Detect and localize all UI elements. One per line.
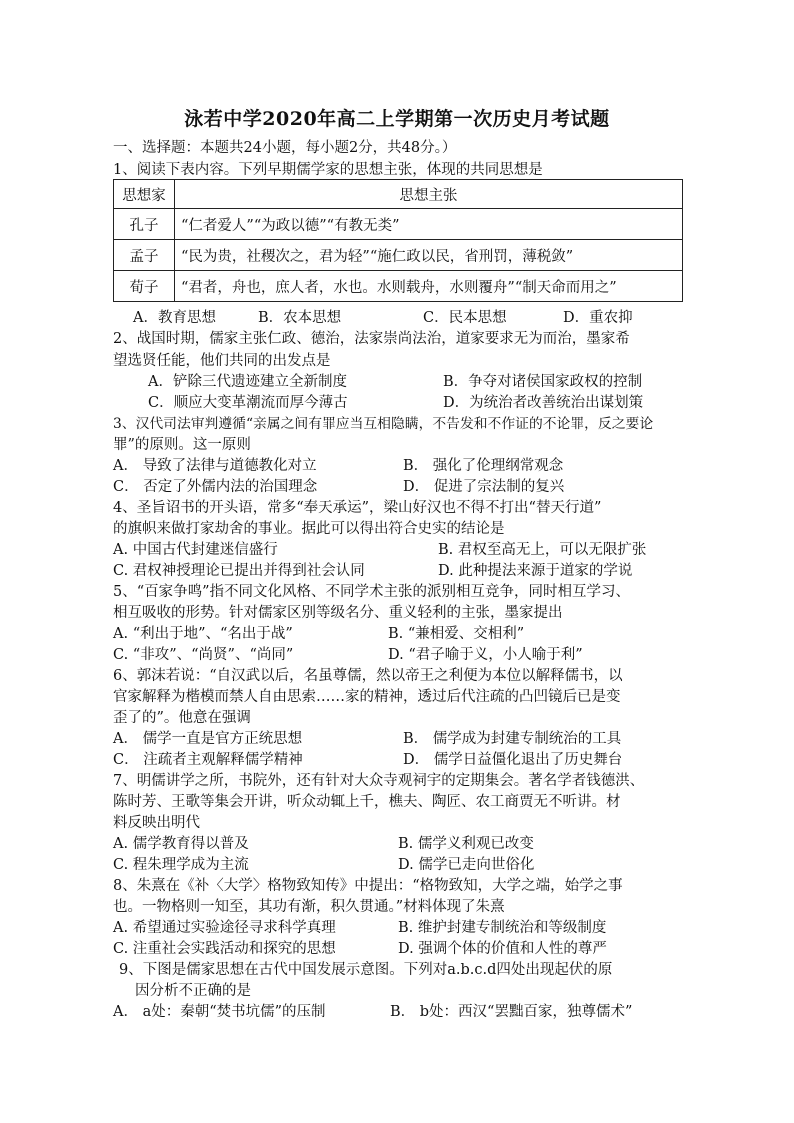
q1-stem: 1、阅读下表内容。下列早期儒学家的思想主张，体现的共同思想是 (113, 162, 543, 178)
q7-stem-line: 7、明儒讲学之所，书院外，还有针对大众寺观祠宇的定期集会。著名学者钱德洪、 (113, 773, 645, 789)
table-cell: “仁者爱人”“为政以德”“有教无类” (175, 209, 683, 240)
q6-stem-line: 6、郭沫若说：“自汉武以后，名虽尊儒，然以帝王之利便为本位以解释儒书，以 (113, 668, 623, 684)
table-header-cell: 思想家 (114, 180, 175, 209)
q2-stem-line: 望选贤任能，他们共同的出发点是 (113, 353, 331, 369)
q5-option-c: C. “非攻”、“尚贤”、“尚同” (113, 647, 294, 663)
q2-stem-line: 2、战国时期，儒家主张仁政、德治，法家崇尚法治，道家要求无为而治，墨家希 (113, 331, 630, 347)
section-heading: 一、选择题：本题共24小题，每小题2分，共48分。） (113, 140, 457, 156)
table-cell: 孔子 (114, 209, 175, 240)
table-cell: 荀子 (114, 271, 175, 302)
q5-option-b: B. “兼相爱、交相利” (388, 626, 525, 642)
q3-stem-line: 罪”的原则。这一原则 (113, 437, 251, 453)
q1-option-d: D．重农抑 (563, 310, 633, 326)
table-cell: “君者，舟也，庶人者，水也。水则载舟，水则覆舟”“制天命而用之” (175, 271, 683, 302)
q4-option-b: B. 君权至高无上，可以无限扩张 (438, 542, 647, 558)
q8-option-a: A. 希望通过实验途径寻求科学真理 (113, 920, 336, 936)
table-row (114, 271, 683, 302)
q8-stem-line: 8、朱熹在《补〈大学〉格物致知传》中提出：“格物致知，大学之端，始学之事 (113, 878, 623, 894)
q3-option-a: A． 导致了法律与道德教化对立 (113, 458, 317, 474)
q6-stem-line: 官家解释为楷模而禁人自由思索……家的精神，透过后代注疏的凸凹镜后已是变 (113, 689, 621, 705)
q2-option-b: B．争夺对诸侯国家政权的控制 (443, 374, 643, 390)
q2-option-c: C．顺应大变革潮流而厚今薄古 (148, 395, 348, 411)
q2-option-a: A．铲除三代遗迹建立全新制度 (148, 374, 347, 390)
q6-option-b: B． 儒学成为封建专制统治的工具 (403, 731, 622, 747)
q4-option-a: A. 中国古代封建迷信盛行 (113, 542, 278, 558)
q6-stem-line: 歪了的”。他意在强调 (113, 710, 251, 726)
table-row (114, 240, 683, 271)
table-cell: 孟子 (114, 240, 175, 271)
q7-stem-line: 陈时芳、王歌等集会开讲，听众动辄上千，樵夫、陶匠、农工商贾无不听讲。材 (113, 794, 621, 810)
q1-option-b: B．农本思想 (258, 310, 342, 326)
q6-option-d: D． 儒学日益僵化退出了历史舞台 (403, 752, 623, 768)
q4-stem-line: 4、圣旨诏书的开头语，常多“奉天承运”，梁山好汉也不得不打出“替天行道” (113, 500, 602, 516)
q7-option-d: D. 儒学已走向世俗化 (398, 857, 535, 873)
q3-stem-line: 3、汉代司法审判遵循“亲属之间有罪应当互相隐瞒，不告发和不作证的不论罪，反之要论 (113, 416, 654, 432)
q5-stem-line: 5、“百家争鸣”指不同文化风格、不同学术主张的派别相互竞争，同时相互学习、 (113, 584, 631, 600)
q9-option-a: A． a处：秦朝“焚书坑儒”的压制 (113, 1004, 326, 1020)
q7-stem-line: 料反映出明代 (113, 815, 200, 831)
q5-option-d: D. “君子喻于义，小人喻于利” (388, 647, 583, 663)
q1-option-a: A．教育思想 (133, 310, 216, 326)
q8-option-d: D. 强调个体的价值和人性的尊严 (398, 941, 607, 957)
q8-option-c: C. 注重社会实践活动和探究的思想 (113, 941, 336, 957)
q1-option-c: C．民本思想 (423, 310, 507, 326)
q5-option-a: A. “利出于地”、“名出于战” (113, 626, 293, 642)
q6-option-a: A． 儒学一直是官方正统思想 (113, 731, 303, 747)
table-cell: “民为贵，社稷次之，君为轻”“施仁政以民，省刑罚，薄税敛” (175, 240, 683, 271)
q9-stem-line: 因分析不正确的是 (135, 983, 251, 999)
q8-stem-line: 也。一物格则一知至，其功有渐，积久贯通。”材料体现了朱熹 (113, 899, 505, 915)
table-header-row (114, 180, 683, 209)
q6-option-c: C． 注疏者主观解释儒学精神 (113, 752, 303, 768)
q4-stem-line: 的旗帜来做打家劫舍的事业。据此可以得出符合史实的结论是 (113, 521, 505, 537)
page-title: 泳若中学2020年高二上学期第一次历史月考试题 (184, 108, 610, 130)
q8-option-b: B. 维护封建专制统治和等级制度 (398, 920, 607, 936)
q4-option-c: C. 君权神授理论已提出并得到社会认同 (113, 563, 365, 579)
table-header-cell: 思想主张 (175, 180, 683, 209)
q3-option-c: C． 否定了外儒内法的治国理念 (113, 479, 318, 495)
q5-stem-line: 相互吸收的形势。针对儒家区别等级名分、重义轻利的主张，墨家提出 (113, 605, 563, 621)
q7-option-b: B. 儒学义利观已改变 (398, 836, 534, 852)
q9-stem-line: 9、下图是儒家思想在古代中国发展示意图。下列对a.b.c.d四处出现起伏的原 (119, 962, 613, 978)
q1-table (113, 179, 683, 302)
q3-option-b: B． 强化了伦理纲常观念 (403, 458, 564, 474)
q7-option-c: C. 程朱理学成为主流 (113, 857, 249, 873)
q9-option-b: B． b处：西汉“罢黜百家，独尊儒术” (390, 1004, 633, 1020)
table-row (114, 209, 683, 240)
q2-option-d: D．为统治者改善统治出谋划策 (443, 395, 644, 411)
q4-option-d: D. 此种提法来源于道家的学说 (438, 563, 633, 579)
q7-option-a: A. 儒学教育得以普及 (113, 836, 249, 852)
q3-option-d: D． 促进了宗法制的复兴 (403, 479, 565, 495)
